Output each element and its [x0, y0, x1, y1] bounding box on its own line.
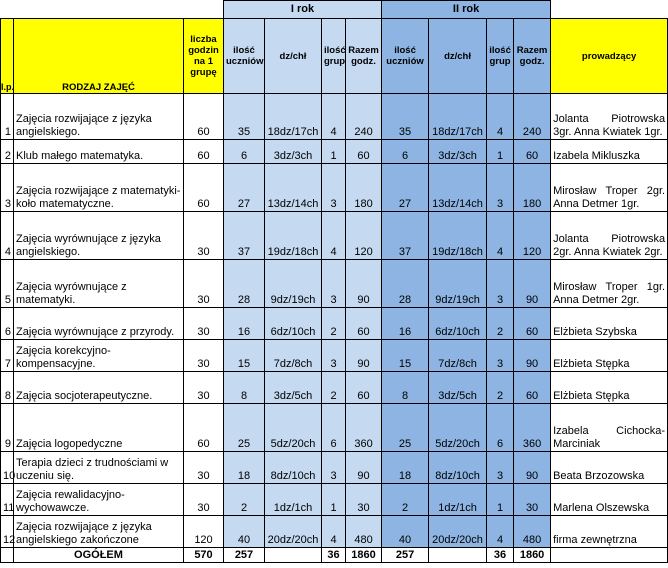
- total-hours-year1: 60: [346, 140, 382, 164]
- students-year2: 37: [382, 212, 429, 260]
- col-dzchl-2: dz/chł: [429, 19, 487, 94]
- total-hours-year2: 60: [514, 140, 551, 164]
- totals-groups-1: 36: [322, 548, 346, 563]
- groups-year1: 2: [322, 308, 346, 340]
- col-total-1: Razem godz.: [346, 19, 382, 94]
- dzchl-year1: 6dz/10ch: [265, 308, 322, 340]
- students-year1: 18: [224, 452, 265, 484]
- totals-groups-2: 36: [487, 548, 514, 563]
- row-number: 2: [1, 140, 14, 164]
- activity-name: Zajęcia logopedyczne: [14, 404, 184, 452]
- table-row: [1, 484, 668, 516]
- activity-name: Terapia dzieci z trudnościami w uczeniu się.: [14, 452, 184, 484]
- students-year1: 28: [224, 260, 265, 308]
- row-number: 3: [1, 164, 14, 212]
- dzchl-year2: 6dz/10ch: [429, 308, 487, 340]
- activity-name: Zajęcia wyrównujące z przyrody.: [14, 308, 184, 340]
- groups-year2: 2: [487, 372, 514, 404]
- groups-year1: 4: [322, 212, 346, 260]
- row-number: 10: [1, 452, 14, 484]
- row-number: 8: [1, 372, 14, 404]
- total-hours-year1: 60: [346, 372, 382, 404]
- row-number: 4: [1, 212, 14, 260]
- row-number: 5: [1, 260, 14, 308]
- groups-year2: 3: [487, 164, 514, 212]
- students-year1: 2: [224, 484, 265, 516]
- totals-students-2: 257: [382, 548, 429, 563]
- total-hours-year2: 90: [514, 340, 551, 372]
- groups-year2: 6: [487, 404, 514, 452]
- groups-year2: 4: [487, 516, 514, 548]
- dzchl-year1: 9dz/19ch: [265, 260, 322, 308]
- groups-year2: 3: [487, 260, 514, 308]
- table-row: [1, 94, 668, 140]
- dzchl-year1: 18dz/17ch: [265, 94, 322, 140]
- dzchl-year2: 19dz/18ch: [429, 212, 487, 260]
- table-row: [1, 212, 668, 260]
- total-hours-year1: 180: [346, 164, 382, 212]
- groups-year1: 3: [322, 340, 346, 372]
- dzchl-year1: 20dz/20ch: [265, 516, 322, 548]
- activity-name: Zajęcia wyrównujące z matematyki.: [14, 260, 184, 308]
- dzchl-year1: 19dz/18ch: [265, 212, 322, 260]
- activity-name: Zajęcia korekcyjno-kompensacyjne.: [14, 340, 184, 372]
- totals-label: OGÓŁEM: [14, 548, 184, 563]
- dzchl-year2: 1dz/1ch: [429, 484, 487, 516]
- hours-per-group: 30: [184, 340, 224, 372]
- groups-year1: 4: [322, 516, 346, 548]
- hours-per-group: 60: [184, 140, 224, 164]
- leader-name: Izabela Cichocka-Marciniak: [551, 404, 668, 452]
- total-hours-year1: 90: [346, 340, 382, 372]
- students-year1: 37: [224, 212, 265, 260]
- activity-name: Zajęcia rewalidacyjno-wychowawcze.: [14, 484, 184, 516]
- activity-name: Zajęcia rozwijające z języka angielskiego.: [14, 94, 184, 140]
- students-year2: 35: [382, 94, 429, 140]
- dzchl-year1: 7dz/8ch: [265, 340, 322, 372]
- hours-per-group: 30: [184, 260, 224, 308]
- groups-year2: 3: [487, 340, 514, 372]
- total-hours-year2: 60: [514, 308, 551, 340]
- students-year1: 16: [224, 308, 265, 340]
- leader-name: Jolanta Piotrowska 3gr. Anna Kwiatek 1gr.: [551, 94, 668, 140]
- leader-name: Izabela Mikluszka: [551, 140, 668, 164]
- hours-per-group: 30: [184, 308, 224, 340]
- leader-name: firma zewnętrzna: [551, 516, 668, 548]
- activity-name: Zajęcia rozwijające z języka angielskiego zakończone: [14, 516, 184, 548]
- col-groups-2: ilość grup: [487, 19, 514, 94]
- table-row: [1, 516, 668, 548]
- dzchl-year2: 5dz/20ch: [429, 404, 487, 452]
- leader-name: Marlena Olszewska: [551, 484, 668, 516]
- col-students-1: ilość uczniów: [224, 19, 265, 94]
- groups-year1: 1: [322, 484, 346, 516]
- leader-name: Beata Brzozowska: [551, 452, 668, 484]
- table-row: [1, 340, 668, 372]
- hours-per-group: 30: [184, 484, 224, 516]
- col-total-2: Razem godz.: [514, 19, 551, 94]
- leader-name: Elżbieta Stępka: [551, 340, 668, 372]
- col-lp: l.p.: [1, 19, 14, 94]
- dzchl-year2: 7dz/8ch: [429, 340, 487, 372]
- students-year1: 27: [224, 164, 265, 212]
- table-row: [1, 452, 668, 484]
- groups-year2: 1: [487, 140, 514, 164]
- total-hours-year1: 360: [346, 404, 382, 452]
- activity-name: Zajęcia socjoterapeutyczne.: [14, 372, 184, 404]
- col-dzchl-1: dz/chł: [265, 19, 322, 94]
- col-name: RODZAJ ZAJĘĆ: [14, 19, 184, 94]
- table-row: [1, 372, 668, 404]
- dzchl-year1: 3dz/5ch: [265, 372, 322, 404]
- groups-year1: 6: [322, 404, 346, 452]
- students-year1: 6: [224, 140, 265, 164]
- students-year2: 40: [382, 516, 429, 548]
- row-number: 1: [1, 94, 14, 140]
- totals-total-2: 1860: [514, 548, 551, 563]
- row-number: 11: [1, 484, 14, 516]
- groups-year1: 1: [322, 140, 346, 164]
- row-number: 9: [1, 404, 14, 452]
- total-hours-year2: 30: [514, 484, 551, 516]
- dzchl-year1: 3dz/3ch: [265, 140, 322, 164]
- students-year1: 25: [224, 404, 265, 452]
- activity-name: Zajęcia wyrównujące z języka angielskiego.: [14, 212, 184, 260]
- total-hours-year1: 120: [346, 212, 382, 260]
- total-hours-year1: 30: [346, 484, 382, 516]
- totals-total-1: 1860: [346, 548, 382, 563]
- total-hours-year2: 240: [514, 94, 551, 140]
- col-groups-1: ilość grup: [322, 19, 346, 94]
- students-year2: 27: [382, 164, 429, 212]
- year-header-row: [1, 1, 668, 19]
- groups-year2: 4: [487, 94, 514, 140]
- dzchl-year2: 20dz/20ch: [429, 516, 487, 548]
- col-students-2: ilość uczniów: [382, 19, 429, 94]
- dzchl-year2: 18dz/17ch: [429, 94, 487, 140]
- totals-row: [1, 548, 668, 563]
- row-number: 6: [1, 308, 14, 340]
- dzchl-year2: 13dz/14ch: [429, 164, 487, 212]
- groups-year1: 3: [322, 452, 346, 484]
- students-year2: 15: [382, 340, 429, 372]
- table-row: [1, 140, 668, 164]
- groups-year2: 3: [487, 452, 514, 484]
- table-row: [1, 404, 668, 452]
- students-year1: 15: [224, 340, 265, 372]
- total-hours-year2: 480: [514, 516, 551, 548]
- groups-year2: 4: [487, 212, 514, 260]
- hours-per-group: 30: [184, 212, 224, 260]
- total-hours-year1: 240: [346, 94, 382, 140]
- total-hours-year2: 180: [514, 164, 551, 212]
- groups-year1: 3: [322, 164, 346, 212]
- total-hours-year1: 60: [346, 308, 382, 340]
- row-number: 7: [1, 340, 14, 372]
- students-year2: 28: [382, 260, 429, 308]
- dzchl-year2: 9dz/19ch: [429, 260, 487, 308]
- groups-year1: 3: [322, 260, 346, 308]
- row-number: 12: [1, 516, 14, 548]
- total-hours-year2: 90: [514, 260, 551, 308]
- table-row: [1, 164, 668, 212]
- table-row: [1, 260, 668, 308]
- dzchl-year2: 8dz/10ch: [429, 452, 487, 484]
- activity-name: Zajęcia rozwijające z matematyki-koło matematyczne.: [14, 164, 184, 212]
- total-hours-year2: 120: [514, 212, 551, 260]
- leader-name: Mirosław Troper 1gr. Anna Detmer 2gr.: [551, 260, 668, 308]
- total-hours-year1: 90: [346, 260, 382, 308]
- groups-year2: 1: [487, 484, 514, 516]
- students-year1: 35: [224, 94, 265, 140]
- totals-students-1: 257: [224, 548, 265, 563]
- students-year2: 18: [382, 452, 429, 484]
- students-year2: 25: [382, 404, 429, 452]
- dzchl-year1: 1dz/1ch: [265, 484, 322, 516]
- students-year1: 8: [224, 372, 265, 404]
- hours-per-group: 30: [184, 452, 224, 484]
- leader-name: Jolanta Piotrowska 2gr. Anna Kwiatek 2gr.: [551, 212, 668, 260]
- activity-name: Klub małego matematyka.: [14, 140, 184, 164]
- leader-name: Mirosław Troper 2gr. Anna Detmer 1gr.: [551, 164, 668, 212]
- column-header-row: [1, 19, 668, 94]
- dzchl-year1: 8dz/10ch: [265, 452, 322, 484]
- total-hours-year2: 60: [514, 372, 551, 404]
- groups-year2: 2: [487, 308, 514, 340]
- hours-per-group: 120: [184, 516, 224, 548]
- leader-name: Elżbieta Szybska: [551, 308, 668, 340]
- dzchl-year2: 3dz/5ch: [429, 372, 487, 404]
- dzchl-year1: 5dz/20ch: [265, 404, 322, 452]
- col-hours: liczba godzin na 1 grupę: [184, 19, 224, 94]
- table-row: [1, 308, 668, 340]
- hours-per-group: 60: [184, 94, 224, 140]
- dzchl-year2: 3dz/3ch: [429, 140, 487, 164]
- col-leader: prowadzący: [551, 19, 668, 94]
- leader-name: Elżbieta Stępka: [551, 372, 668, 404]
- students-year2: 8: [382, 372, 429, 404]
- total-hours-year2: 90: [514, 452, 551, 484]
- students-year2: 6: [382, 140, 429, 164]
- total-hours-year1: 480: [346, 516, 382, 548]
- students-year1: 40: [224, 516, 265, 548]
- students-year2: 2: [382, 484, 429, 516]
- groups-year1: 2: [322, 372, 346, 404]
- hours-per-group: 60: [184, 404, 224, 452]
- groups-year1: 4: [322, 94, 346, 140]
- year2-header: II rok: [382, 1, 551, 19]
- total-hours-year2: 360: [514, 404, 551, 452]
- students-year2: 16: [382, 308, 429, 340]
- hours-per-group: 30: [184, 372, 224, 404]
- totals-hours: 570: [184, 548, 224, 563]
- dzchl-year1: 13dz/14ch: [265, 164, 322, 212]
- total-hours-year1: 90: [346, 452, 382, 484]
- year1-header: I rok: [224, 1, 382, 19]
- hours-per-group: 60: [184, 164, 224, 212]
